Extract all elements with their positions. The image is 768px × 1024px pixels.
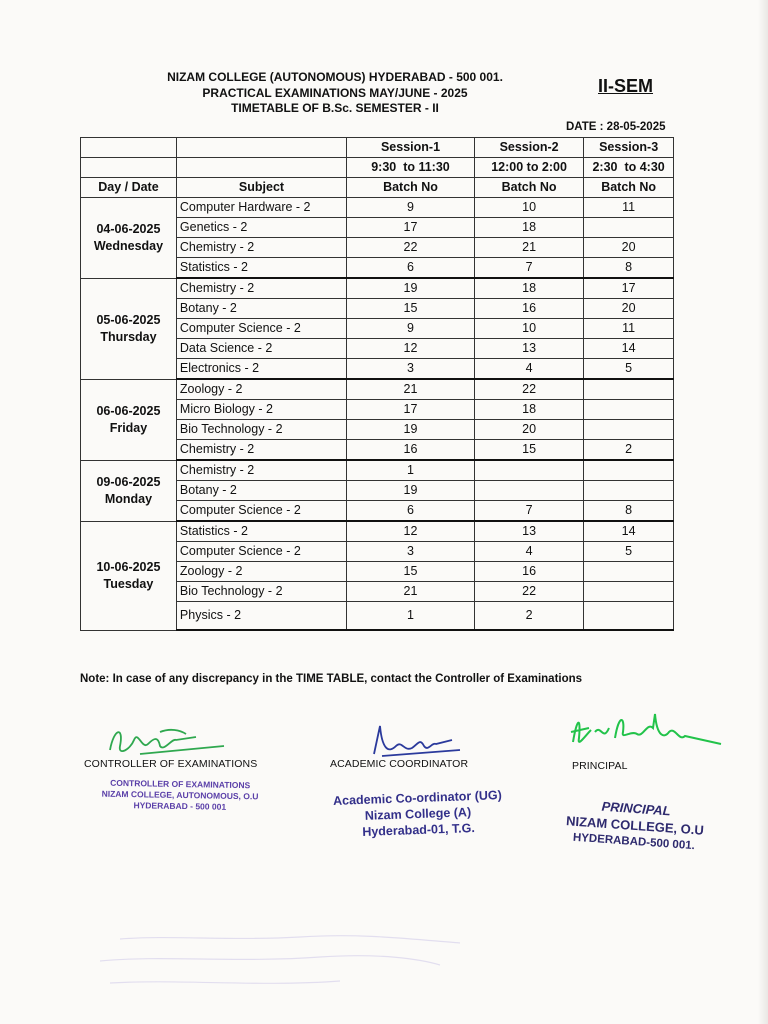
subject-cell: Chemistry - 2	[176, 460, 346, 481]
session-2-batch: 13	[474, 339, 583, 359]
session-3-batch	[584, 420, 674, 440]
session-1-batch: 21	[347, 582, 475, 602]
principal-signature	[565, 708, 725, 756]
session-3-batch: 8	[584, 258, 674, 279]
session-3-batch	[584, 400, 674, 420]
session-3-batch: 20	[584, 299, 674, 319]
session-2-batch: 13	[474, 521, 583, 542]
subject-cell: Data Science - 2	[176, 339, 346, 359]
exam-date: 04-06-2025	[96, 221, 161, 236]
session-1-batch: 22	[347, 238, 475, 258]
session-2-header: Session-2	[474, 138, 583, 158]
table-row	[81, 460, 674, 481]
session-2-batch: 7	[474, 258, 583, 279]
session-1-batch: 16	[347, 440, 475, 461]
session-2-batch: 18	[474, 218, 583, 238]
table-row	[81, 278, 674, 299]
batch-no-header: Batch No	[347, 178, 475, 198]
semester-label: II-SEM	[598, 76, 654, 96]
exam-weekday: Monday	[104, 491, 153, 506]
day-date-cell	[81, 379, 177, 460]
exam-weekday: Wednesday	[93, 238, 164, 253]
session-2-batch: 20	[474, 420, 583, 440]
session-2-batch: 16	[474, 299, 583, 319]
coordinator-title: ACADEMIC COORDINATOR	[330, 758, 469, 770]
document-date: DATE : 28-05-2025	[566, 121, 666, 133]
session-3-batch: 14	[584, 521, 674, 542]
table-row	[81, 379, 674, 400]
exam-title: PRACTICAL EXAMINATIONS MAY/JUNE - 2025	[202, 85, 468, 100]
session-1-batch: 19	[347, 420, 475, 440]
session-3-batch	[584, 379, 674, 400]
batch-no-header: Batch No	[474, 178, 583, 198]
session-3-batch: 5	[584, 542, 674, 562]
subject-cell: Chemistry - 2	[176, 238, 346, 258]
subject-cell: Bio Technology - 2	[176, 420, 346, 440]
controller-title: CONTROLLER OF EXAMINATIONS	[84, 758, 258, 770]
session-2-batch: 7	[474, 501, 583, 522]
session-1-batch: 12	[347, 521, 475, 542]
session-1-batch: 6	[347, 501, 475, 522]
stamp-line: Academic Co-ordinator (UG)	[332, 788, 503, 808]
session-2-time: 12:00 to 2:00	[474, 158, 583, 178]
session-1-batch: 12	[347, 339, 475, 359]
session-2-batch: 18	[474, 400, 583, 420]
session-1-batch: 17	[347, 218, 475, 238]
session-3-batch: 5	[584, 359, 674, 380]
exam-weekday: Friday	[109, 420, 148, 435]
document-header	[80, 70, 590, 117]
college-name: NIZAM COLLEGE (AUTONOMOUS) HYDERABAD - 500 001.	[167, 70, 503, 84]
discrepancy-note: Note: In case of any discrepancy in the TIME TABLE, contact the Controller of Examinations	[80, 673, 583, 685]
coordinator-stamp	[312, 786, 524, 841]
subject-cell: Electronics - 2	[176, 359, 346, 380]
header-blank	[81, 138, 177, 158]
session-2-batch: 16	[474, 562, 583, 582]
session-2-batch: 21	[474, 238, 583, 258]
session-1-batch: 9	[347, 319, 475, 339]
session-2-batch: 15	[474, 440, 583, 461]
subject-cell: Computer Science - 2	[176, 319, 346, 339]
subject-cell: Physics - 2	[176, 602, 346, 631]
subject-cell: Genetics - 2	[176, 218, 346, 238]
session-1-batch: 3	[347, 542, 475, 562]
session-3-batch: 14	[584, 339, 674, 359]
session-1-batch: 15	[347, 562, 475, 582]
session-2-batch: 18	[474, 278, 583, 299]
session-3-batch	[584, 481, 674, 501]
header-blank	[81, 158, 177, 178]
session-1-batch: 15	[347, 299, 475, 319]
session-3-batch: 8	[584, 501, 674, 522]
session-3-time: 2:30 to 4:30	[584, 158, 674, 178]
day-date-cell	[81, 521, 177, 630]
day-date-header: Day / Date	[81, 178, 177, 198]
subject-header: Subject	[176, 178, 346, 198]
header-blank	[176, 138, 346, 158]
exam-date: 05-06-2025	[96, 312, 161, 327]
session-1-batch: 3	[347, 359, 475, 380]
table-row	[81, 198, 674, 218]
session-3-batch: 2	[584, 440, 674, 461]
stamp-line: Nizam College (A)	[364, 805, 472, 823]
timetable-title: TIMETABLE OF B.Sc. SEMESTER - II	[231, 101, 439, 115]
stamp-line: NIZAM COLLEGE, O.U	[565, 813, 705, 838]
subject-cell: Micro Biology - 2	[176, 400, 346, 420]
subject-cell: Botany - 2	[176, 481, 346, 501]
session-1-header: Session-1	[347, 138, 475, 158]
timetable-body	[81, 198, 674, 631]
session-2-batch	[474, 460, 583, 481]
exam-weekday: Tuesday	[103, 576, 154, 591]
session-2-batch: 2	[474, 602, 583, 631]
subject-cell: Statistics - 2	[176, 521, 346, 542]
subject-cell: Computer Science - 2	[176, 501, 346, 522]
session-2-batch: 10	[474, 319, 583, 339]
header-blank	[176, 158, 346, 178]
subject-cell: Computer Science - 2	[176, 542, 346, 562]
stamp-line: HYDERABAD-500 001.	[572, 831, 696, 853]
principal-title: PRINCIPAL	[572, 760, 628, 772]
subject-cell: Zoology - 2	[176, 562, 346, 582]
session-3-batch	[584, 562, 674, 582]
stamp-line: PRINCIPAL	[601, 798, 672, 819]
subject-cell: Chemistry - 2	[176, 278, 346, 299]
session-1-batch: 17	[347, 400, 475, 420]
batch-no-header: Batch No	[584, 178, 674, 198]
session-1-batch: 19	[347, 481, 475, 501]
session-1-batch: 1	[347, 460, 475, 481]
subject-cell: Statistics - 2	[176, 258, 346, 279]
session-3-batch: 17	[584, 278, 674, 299]
table-row	[81, 521, 674, 542]
session-3-batch: 20	[584, 238, 674, 258]
session-1-batch: 6	[347, 258, 475, 279]
exam-date: 09-06-2025	[96, 474, 161, 489]
exam-date: 10-06-2025	[96, 559, 161, 574]
session-3-batch	[584, 460, 674, 481]
session-3-batch: 11	[584, 198, 674, 218]
controller-signature	[100, 720, 240, 762]
session-3-batch	[584, 602, 674, 631]
subject-cell: Bio Technology - 2	[176, 582, 346, 602]
session-2-batch: 22	[474, 582, 583, 602]
session-3-batch: 11	[584, 319, 674, 339]
session-3-batch	[584, 218, 674, 238]
stamp-line: CONTROLLER OF EXAMINATIONS	[110, 777, 251, 791]
session-1-time: 9:30 to 11:30	[347, 158, 475, 178]
bleed-through-marks	[80, 925, 500, 1005]
timetable	[80, 137, 674, 631]
session-3-header: Session-3	[584, 138, 674, 158]
session-1-batch: 1	[347, 602, 475, 631]
session-3-batch	[584, 582, 674, 602]
principal-stamp	[543, 794, 726, 857]
subject-cell: Chemistry - 2	[176, 440, 346, 461]
day-date-cell	[81, 198, 177, 279]
stamp-line: Hyderabad-01, T.G.	[362, 821, 476, 839]
subject-cell: Computer Hardware - 2	[176, 198, 346, 218]
session-1-batch: 21	[347, 379, 475, 400]
stamp-line: NIZAM COLLEGE, AUTONOMOUS, O.U	[101, 788, 259, 802]
day-date-cell	[81, 278, 177, 379]
stamp-line: HYDERABAD - 500 001	[133, 800, 227, 812]
session-2-batch: 4	[474, 359, 583, 380]
session-2-batch: 22	[474, 379, 583, 400]
session-2-batch: 10	[474, 198, 583, 218]
exam-weekday: Thursday	[100, 329, 157, 344]
controller-stamp	[96, 778, 265, 814]
coordinator-signature	[368, 718, 468, 762]
session-2-batch	[474, 481, 583, 501]
subject-cell: Zoology - 2	[176, 379, 346, 400]
session-2-batch: 4	[474, 542, 583, 562]
session-1-batch: 9	[347, 198, 475, 218]
exam-date: 06-06-2025	[96, 403, 161, 418]
session-1-batch: 19	[347, 278, 475, 299]
subject-cell: Botany - 2	[176, 299, 346, 319]
day-date-cell	[81, 460, 177, 521]
